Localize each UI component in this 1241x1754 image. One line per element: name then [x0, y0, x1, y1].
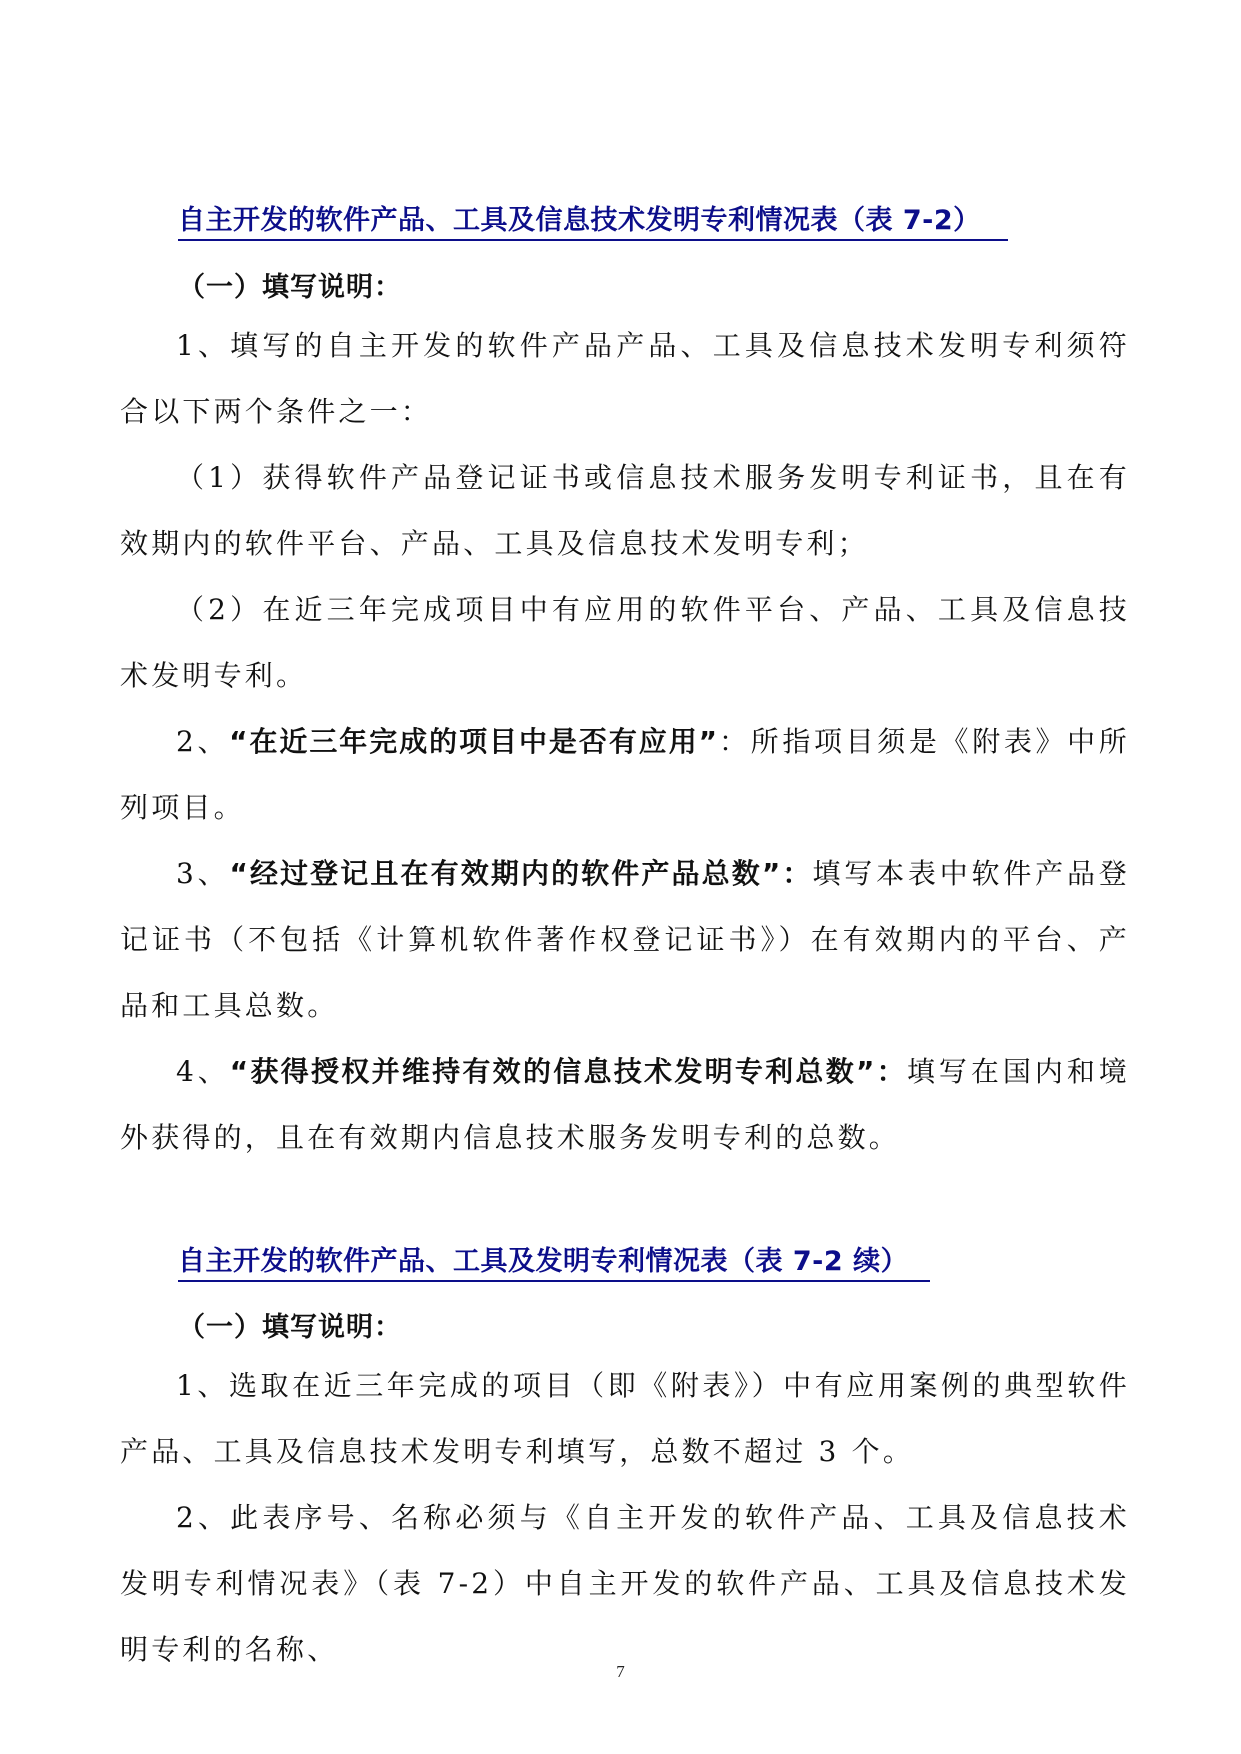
subheading-instructions: （一）填写说明：: [178, 272, 402, 303]
instruction-item-4: [120, 1039, 1130, 1171]
item-term: “获得授权并维持有效的信息技术发明专利总数”：: [229, 1055, 907, 1088]
subheading-instructions: （一）填写说明：: [178, 1312, 402, 1343]
instruction-item-2: 2、此表序号、名称必须与《自主开发的软件产品、工具及信息技术发明专利情况表》（表 7-2）中自主开发的软件产品、工具及信息技术发明专利的名称、: [120, 1501, 1130, 1666]
instruction-item-2: [120, 709, 1130, 841]
instruction-item-3: [120, 841, 1130, 1039]
item-number: 3、: [176, 857, 230, 890]
item-term: “在近三年完成的项目中是否有应用”: [229, 725, 719, 758]
page-number: 7: [616, 1662, 625, 1681]
item-term: “经过登记且在有效期内的软件产品总数”：: [229, 857, 813, 890]
instruction-condition-1: （1）获得软件产品登记证书或信息技术服务发明专利证书，且在有效期内的软件平台、产品、工具及信息技术发明专利；: [120, 461, 1130, 560]
item-number: 2、: [176, 725, 230, 758]
section-title-table-7-2: 自主开发的软件产品、工具及信息技术发明专利情况表（表 7-2）: [178, 198, 1008, 241]
instruction-item-1: 1、填写的自主开发的软件产品产品、工具及信息技术发明专利须符合以下两个条件之一：: [120, 329, 1130, 428]
item-number: 4、: [176, 1055, 230, 1088]
item-description: 填写本表中软件产品登记证书（不包括《计算机软件著作权登记证书》）在有效期内的平台、产品和工具总数。: [120, 857, 1130, 1022]
section-title-table-7-2-continued: 自主开发的软件产品、工具及发明专利情况表（表 7-2 续）: [178, 1239, 930, 1282]
item-description: ：所指项目须是《附表》中所列项目。: [120, 725, 1130, 824]
instruction-item-1: 1、选取在近三年完成的项目（即《附表》）中有应用案例的典型软件产品、工具及信息技术发明专利填写，总数不超过 3 个。: [120, 1369, 1130, 1468]
item-description: 填写在国内和境外获得的，且在有效期内信息技术服务发明专利的总数。: [120, 1055, 1131, 1154]
instruction-condition-2: （2）在近三年完成项目中有应用的软件平台、产品、工具及信息技术发明专利。: [120, 593, 1130, 692]
